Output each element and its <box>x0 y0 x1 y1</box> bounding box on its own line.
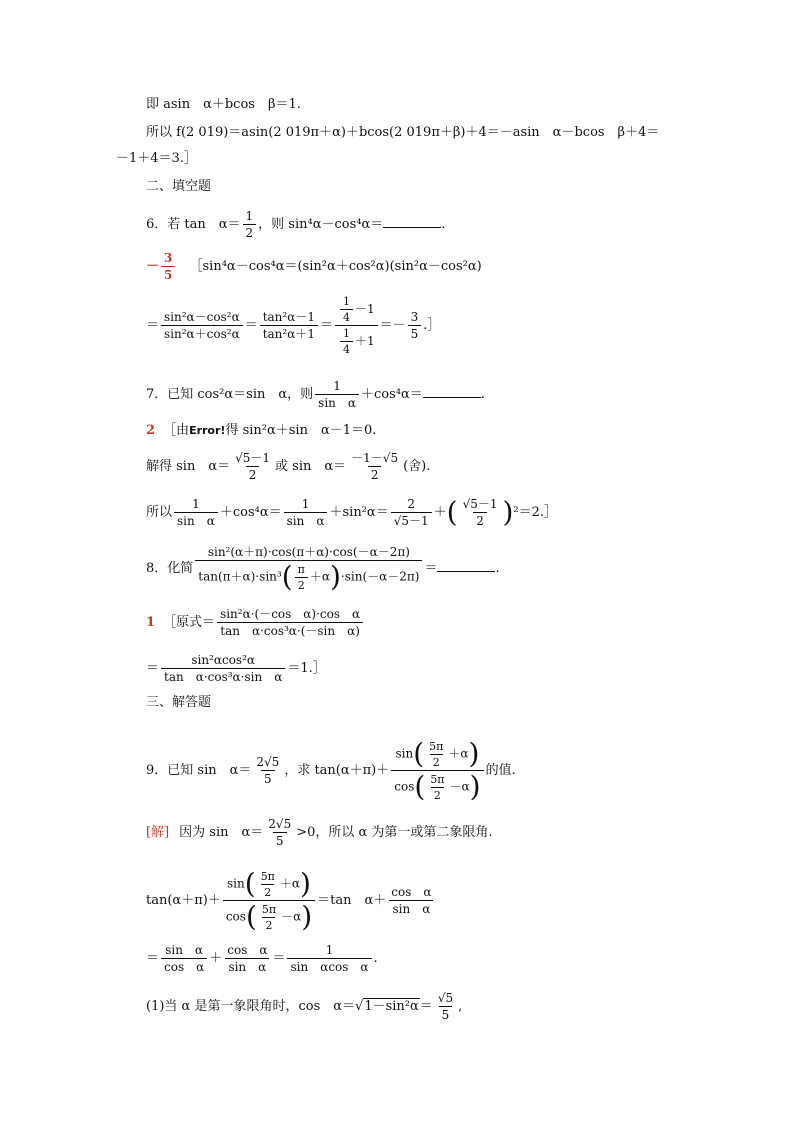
solution-9-intro: [解] 因为 sin α＝ $\frac{2√5}{5}$ >0，所以 α 为第一或第二象限角. <box>146 817 493 848</box>
section-heading: 三、解答题 <box>146 695 212 710</box>
answer-blank <box>383 216 441 228</box>
fraction: $\frac{1}{\text{sin αcos α}}$ <box>287 944 371 973</box>
question-6: 6．若 tan α＝ $\frac{1}{2}$ ，则 sin⁴α－cos⁴α＝ . <box>146 209 446 240</box>
fraction: $\frac{2}{√5-1}$ <box>391 498 432 527</box>
answer-7-solve: 解得 sin α＝ $\frac{√5-1}{2}$ 或 sin α＝ $\frac{-1-√5}{2}$ (舍). <box>146 451 431 482</box>
answer-7: 2 ［由Error!得 sin²α＋sin α－1＝0. <box>146 423 377 438</box>
solution-9-simplify: ＝ $\frac{\text{sin α}}{\text{cos α}}$ ＋ $\frac{\text{cos α}}{\text{sin α}}$ ＝ $\frac{1}{\text{sin αcos α}}$ . <box>146 943 378 974</box>
text-line: 所以 f(2 019)＝asin(2 019π＋α)＋bcos(2 019π＋β)＋4＝－asin α－bcos β＋4＝ <box>146 125 660 140</box>
answer-6: － $\frac{3}{5}$ ［sin⁴α－cos⁴α＝(sin²α＋cos²α)(sin²α－cos²α) <box>146 251 482 282</box>
fraction: sin²(α＋π)·cos(π＋α)·cos(－α－2π) tan(π＋α)·sin³( $\frac{\pi}{2}$ ＋α)·sin(－α－2π) <box>195 546 422 591</box>
fraction: $\frac{\text{cos α}}{\text{sin α}}$ <box>391 885 432 916</box>
fraction: $\frac{2√5}{5}$ <box>256 755 280 786</box>
fraction: $\frac{√5}{5}$ <box>437 991 454 1022</box>
fraction: $\frac{1}{\text{sin α}}$ <box>174 498 218 527</box>
answer-blank <box>423 386 481 398</box>
fraction: $\frac{√5-1}{2}$ <box>462 497 498 528</box>
fraction: $\frac{\text{sin²α·(－cos α)·cos α}}{\text{tan α·cos³α·(－sin α)}}$ <box>217 608 363 637</box>
fraction: $\frac{1}{\text{sin α}}$ <box>284 498 328 527</box>
fraction: $\frac{\text{sin²α－cos²α}}{\text{sin²α＋cos²α}}$ <box>161 311 243 340</box>
fraction: sin( $\frac{5\pi}{2}$ ＋α) cos( $\frac{5\pi}{2}$ －α) <box>223 870 315 931</box>
fraction: $\frac{\text{cos α}}{\text{sin α}}$ <box>227 943 268 974</box>
question-7: 7．已知 cos²α＝sin α，则 $\frac{1}{\text{sin α}}$ ＋cos⁴α＝ . <box>146 379 485 410</box>
answer-8-continued: ＝ $\frac{\text{sin²αcos²α}}{\text{tan α·cos³α·sin α}}$ ＝1.］ <box>146 653 326 684</box>
text-line: －1＋4＝3.］ <box>116 151 197 166</box>
question-9: 9．已知 sin α＝ $\frac{2√5}{5}$ ，求 tan(α＋π)＋ sin( $\frac{5\pi}{2}$ ＋α) cos( $\frac{5\pi}{2}$ －α) 的值. <box>146 737 516 803</box>
complex-fraction: $\frac{1}{4}$ －1 $\frac{1}{4}$ ＋1 <box>335 296 378 355</box>
text-line: 即 asin α＋bcos β＝1. <box>146 97 301 112</box>
answer-7-final: 所以 $\frac{1}{\text{sin α}}$ ＋cos⁴α＝ $\frac{1}{\text{sin α}}$ ＋sin²α＝ $\frac{2}{√5-1}$ ＋( $\frac{√5-1}{2}$ )²＝2.］ <box>146 495 558 529</box>
fraction: $\frac{2√5}{5}$ <box>268 817 292 848</box>
fraction: $\frac{√5-1}{2}$ <box>235 451 271 482</box>
fraction: $\frac{\text{sin²αcos²α}}{\text{tan α·cos³α·sin α}}$ <box>161 654 285 683</box>
fraction: $\frac{3}{5}$ <box>408 311 422 340</box>
fraction: $\frac{-1-√5}{2}$ <box>351 451 399 482</box>
solution-9-case1: (1)当 α 是第一象限角时，cos α＝√1－sin²α＝ $\frac{√5}{5}$ , <box>146 991 463 1022</box>
section-heading: 二、填空题 <box>146 179 212 194</box>
answer-8: 1 ［原式＝ $\frac{\text{sin²α·(－cos α)·cos α}}{\text{tan α·cos³α·(－sin α)}}$ <box>146 608 365 637</box>
answer-fraction: $\frac{3}{5}$ <box>161 252 175 281</box>
fraction: $\frac{1}{2}$ <box>243 210 257 239</box>
solution-9-step: tan(α＋π)＋ sin( $\frac{5\pi}{2}$ ＋α) cos( $\frac{5\pi}{2}$ －α) ＝tan α＋ $\frac{\text{cos α}}{\text{sin α}}$ <box>146 870 437 931</box>
fraction: sin( $\frac{5\pi}{2}$ ＋α) cos( $\frac{5\pi}{2}$ －α) <box>391 740 483 801</box>
fraction: $\frac{1}{\text{sin α}}$ <box>315 380 359 409</box>
fraction: $\frac{\text{sin α}}{\text{cos α}}$ <box>161 944 207 973</box>
fraction: $\frac{\text{tan²α－1}}{\text{tan²α＋1}}$ <box>260 311 318 340</box>
answer-blank <box>437 560 495 572</box>
question-8: 8．化简 sin²(α＋π)·cos(π＋α)·cos(－α－2π) tan(π＋α)·sin³( $\frac{\pi}{2}$ ＋α)·sin(－α－2π) ＝ . <box>146 545 500 593</box>
answer-6-continued: ＝ $\frac{\text{sin²α－cos²α}}{\text{sin²α＋cos²α}}$ ＝ $\frac{\text{tan²α－1}}{\text{tan²α＋1}}$ ＝ $\frac{1}{4}$ －1 $\frac{1}{4}$ ＋1 ＝－ $\frac{3}{5}$ .］ <box>146 295 441 356</box>
